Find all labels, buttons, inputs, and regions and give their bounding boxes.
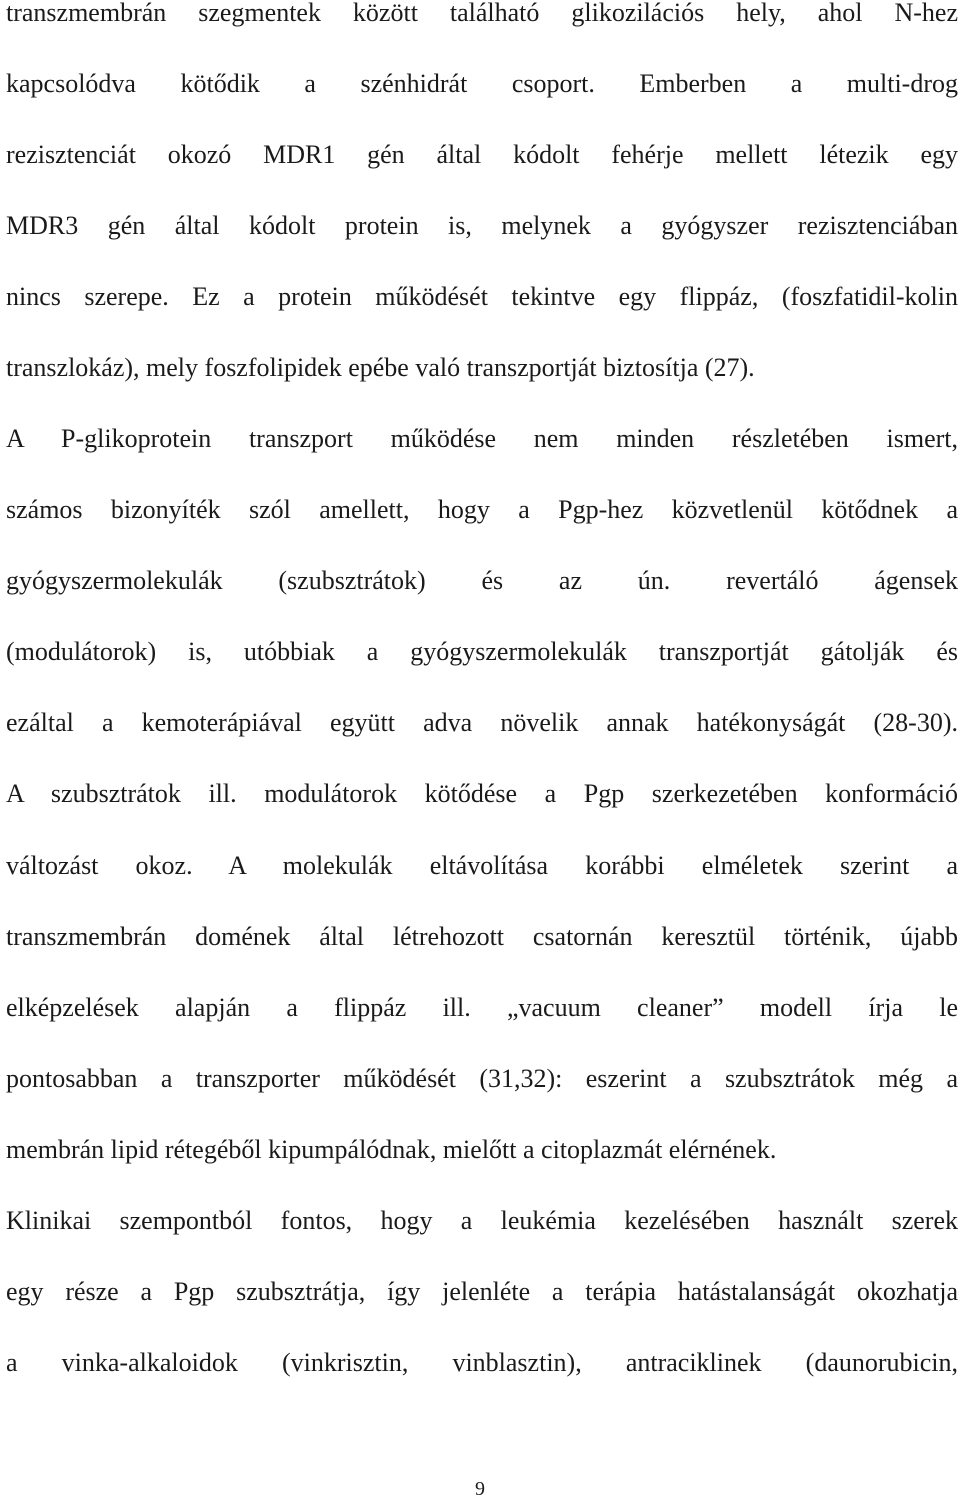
text-line: pontosabban a transzporter működését (31,32): eszerint a szubsztrátok még a [6, 1064, 958, 1093]
text-line: ezáltal a kemoterápiával együtt adva növelik annak hatékonyságát (28-30). [6, 708, 958, 737]
text-line: elképzelések alapján a flippáz ill. „vacuum cleaner” modell írja le [6, 993, 958, 1022]
text-line: számos bizonyíték szól amellett, hogy a Pgp-hez közvetlenül kötődnek a [6, 495, 958, 524]
text-line: membrán lipid rétegéből kipumpálódnak, mielőtt a citoplazmát elérnének. [6, 1135, 777, 1164]
text-line: transzmembrán domének által létrehozott csatornán keresztül történik, újabb [6, 922, 958, 951]
page-number: 9 [475, 1478, 485, 1500]
text-line: a vinka-alkaloidok (vinkrisztin, vinblasztin), antraciklinek (daunorubicin, [6, 1348, 958, 1377]
text-line: gyógyszermolekulák (szubsztrátok) és az ún. revertáló ágensek [6, 566, 958, 595]
text-line: változást okoz. A molekulák eltávolítása korábbi elméletek szerint a [6, 851, 958, 880]
text-line: MDR3 gén által kódolt protein is, melynek a gyógyszer rezisztenciában [6, 211, 958, 240]
text-line: transzlokáz), mely foszfolipidek epébe való transzportját biztosítja (27). [6, 353, 755, 382]
text-line: (modulátorok) is, utóbbiak a gyógyszermolekulák transzportját gátolják és [6, 637, 958, 666]
text-line: transzmembrán szegmentek között található glikozilációs hely, ahol N-hez [6, 0, 958, 27]
text-line: A P-glikoprotein transzport működése nem minden részletében ismert, [6, 424, 958, 453]
text-line: rezisztenciát okozó MDR1 gén által kódolt fehérje mellett létezik egy [6, 140, 958, 169]
text-line: egy része a Pgp szubsztrátja, így jelenléte a terápia hatástalanságát okozhatja [6, 1277, 958, 1306]
text-line: kapcsolódva kötődik a szénhidrát csoport. Emberben a multi-drog [6, 69, 958, 98]
text-line: Klinikai szempontból fontos, hogy a leukémia kezelésében használt szerek [6, 1206, 958, 1235]
text-line: A szubsztrátok ill. modulátorok kötődése a Pgp szerkezetében konformáció [6, 779, 958, 808]
text-line: nincs szerepe. Ez a protein működését tekintve egy flippáz, (foszfatidil-kolin [6, 282, 958, 311]
